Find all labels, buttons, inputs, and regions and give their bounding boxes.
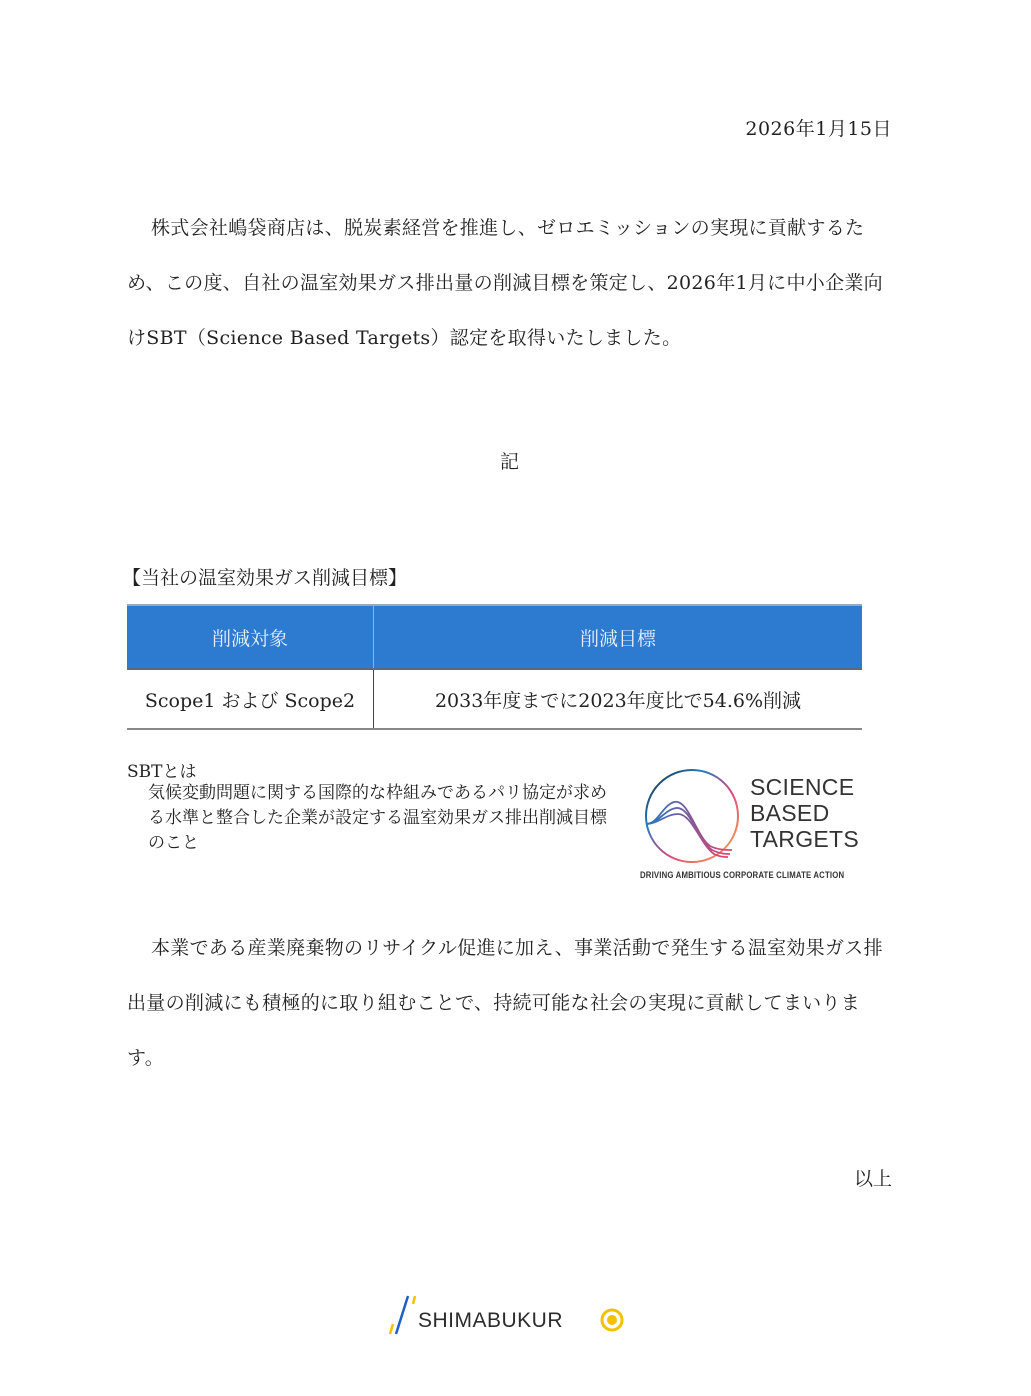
sbt-logo: [640, 766, 870, 886]
reduction-targets-table: [127, 604, 862, 730]
sbt-logo-line: SCIENCE: [750, 774, 855, 800]
targets-section-title: 【当社の温室効果ガス削減目標】: [122, 567, 408, 589]
document-date: 2026年1月15日: [745, 118, 892, 140]
shimabukuro-logo: [388, 1292, 638, 1342]
cell-target: 2033年度までに2023年度比で54.6%削減: [374, 669, 863, 729]
intro-paragraph: 株式会社嶋袋商店は、脱炭素経営を推進し、ゼロエミッションの実現に貢献するため、この度、自社の温室効果ガス排出量の削減目標を策定し、2026年1月に中小企業向けSBT（Science Based Targets）認定を取得いたしました。: [127, 217, 883, 349]
sbt-logo-line: TARGETS: [750, 826, 860, 852]
brand-name: SHIMABUKUR: [418, 1309, 564, 1332]
sbt-circle-wave-icon: [640, 766, 744, 866]
sbt-logo-tagline: DRIVING AMBITIOUS CORPORATE CLIMATE ACTION: [640, 870, 845, 881]
sbt-definition-body: 気候変動問題に関する国際的な枠組みであるパリ協定が求める水準と整合した企業が設定する温室効果ガス排出削減目標のこと: [148, 783, 607, 853]
sbt-logo-wordmark: [750, 774, 859, 852]
table-header-row: [127, 605, 862, 669]
header-scope: 削減対象: [127, 605, 374, 669]
cell-scope: Scope1 および Scope2: [127, 669, 374, 729]
table-row: [127, 669, 862, 729]
sbt-logo-line: BASED: [750, 800, 830, 826]
ki-marker: 記: [500, 451, 520, 473]
ijou-marker: 以上: [853, 1168, 892, 1190]
sbt-definition-heading: SBTとは: [127, 762, 197, 782]
sun-o-icon: [600, 1308, 624, 1332]
slash-lines-icon: [388, 1292, 418, 1342]
header-target: 削減目標: [374, 605, 863, 669]
closing-paragraph: 本業である産業廃棄物のリサイクル促進に加え、事業活動で発生する温室効果ガス排出量の削減にも積極的に取り組むことで、持続可能な社会の実現に貢献してまいります。: [127, 937, 883, 1069]
